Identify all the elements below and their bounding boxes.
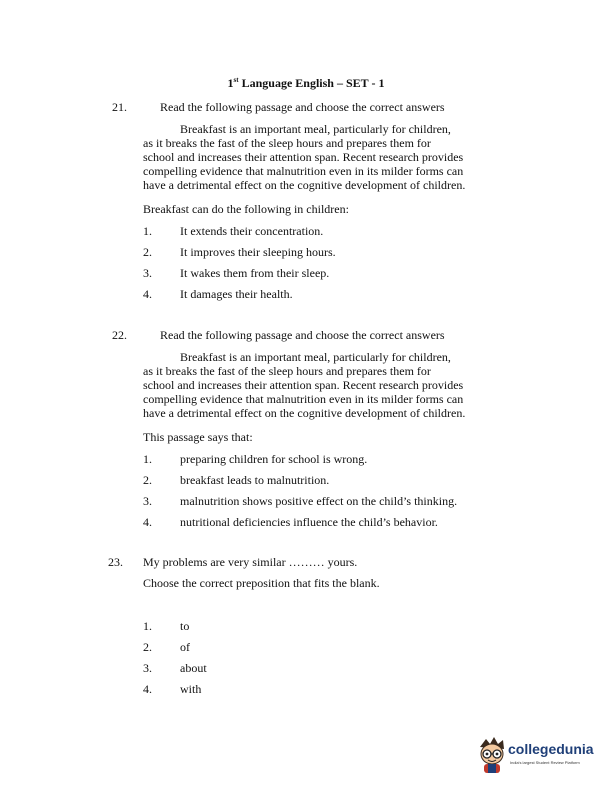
page-title: 1st Language English – SET - 1 <box>227 76 385 90</box>
option-text: to <box>180 619 190 633</box>
question-number: 22. <box>112 328 127 342</box>
option-number: 1. <box>143 224 152 238</box>
option-number: 1. <box>143 452 152 466</box>
option-text: of <box>180 640 190 654</box>
mascot-icon <box>476 735 508 775</box>
option-number: 4. <box>143 682 152 696</box>
passage-line: school and increases their attention span. Recent research provides <box>143 378 464 392</box>
question-stem: Read the following passage and choose the correct answers <box>160 328 445 342</box>
option-text: It improves their sleeping hours. <box>180 245 336 259</box>
logo-wordmark: collegedunia <box>508 741 594 757</box>
option-text: about <box>180 661 207 675</box>
option-text: malnutrition shows positive effect on the child’s thinking. <box>180 494 458 508</box>
passage-line: compelling evidence that malnutrition even in its milder forms can <box>143 164 464 178</box>
passage-line: as it breaks the fast of the sleep hours and prepares them for <box>143 136 431 150</box>
passage-line: Breakfast is an important meal, particularly for children, <box>180 122 451 136</box>
option-number: 3. <box>143 661 152 675</box>
passage-line: have a detrimental effect on the cognitive development of children. <box>143 406 466 420</box>
option-text: It extends their concentration. <box>180 224 324 238</box>
passage-line: have a detrimental effect on the cognitive development of children. <box>143 178 466 192</box>
question-text: Choose the correct preposition that fits the blank. <box>143 576 380 590</box>
question-number: 21. <box>112 100 127 114</box>
option-text: nutritional deficiencies influence the child’s behavior. <box>180 515 438 529</box>
logo-tagline: India's largest Student Review Platform <box>510 760 580 765</box>
question-stem: Read the following passage and choose the correct answers <box>160 100 445 114</box>
passage-line: Breakfast is an important meal, particularly for children, <box>180 350 451 364</box>
option-number: 1. <box>143 619 152 633</box>
question-text: This passage says that: <box>143 430 253 444</box>
passage-line: compelling evidence that malnutrition even in its milder forms can <box>143 392 464 406</box>
option-number: 2. <box>143 245 152 259</box>
option-number: 3. <box>143 494 152 508</box>
option-number: 2. <box>143 640 152 654</box>
option-text: with <box>180 682 202 696</box>
option-number: 4. <box>143 515 152 529</box>
question-number: 23. <box>108 555 123 569</box>
option-number: 2. <box>143 473 152 487</box>
option-text: breakfast leads to malnutrition. <box>180 473 330 487</box>
option-number: 3. <box>143 266 152 280</box>
passage-line: as it breaks the fast of the sleep hours and prepares them for <box>143 364 431 378</box>
option-text: It wakes them from their sleep. <box>180 266 330 280</box>
collegedunia-logo <box>476 733 598 777</box>
option-text: preparing children for school is wrong. <box>180 452 368 466</box>
option-text: It damages their health. <box>180 287 293 301</box>
question-text: Breakfast can do the following in children: <box>143 202 349 216</box>
passage-line: school and increases their attention span. Recent research provides <box>143 150 464 164</box>
question-stem: My problems are very similar ……… yours. <box>143 555 358 569</box>
option-number: 4. <box>143 287 152 301</box>
